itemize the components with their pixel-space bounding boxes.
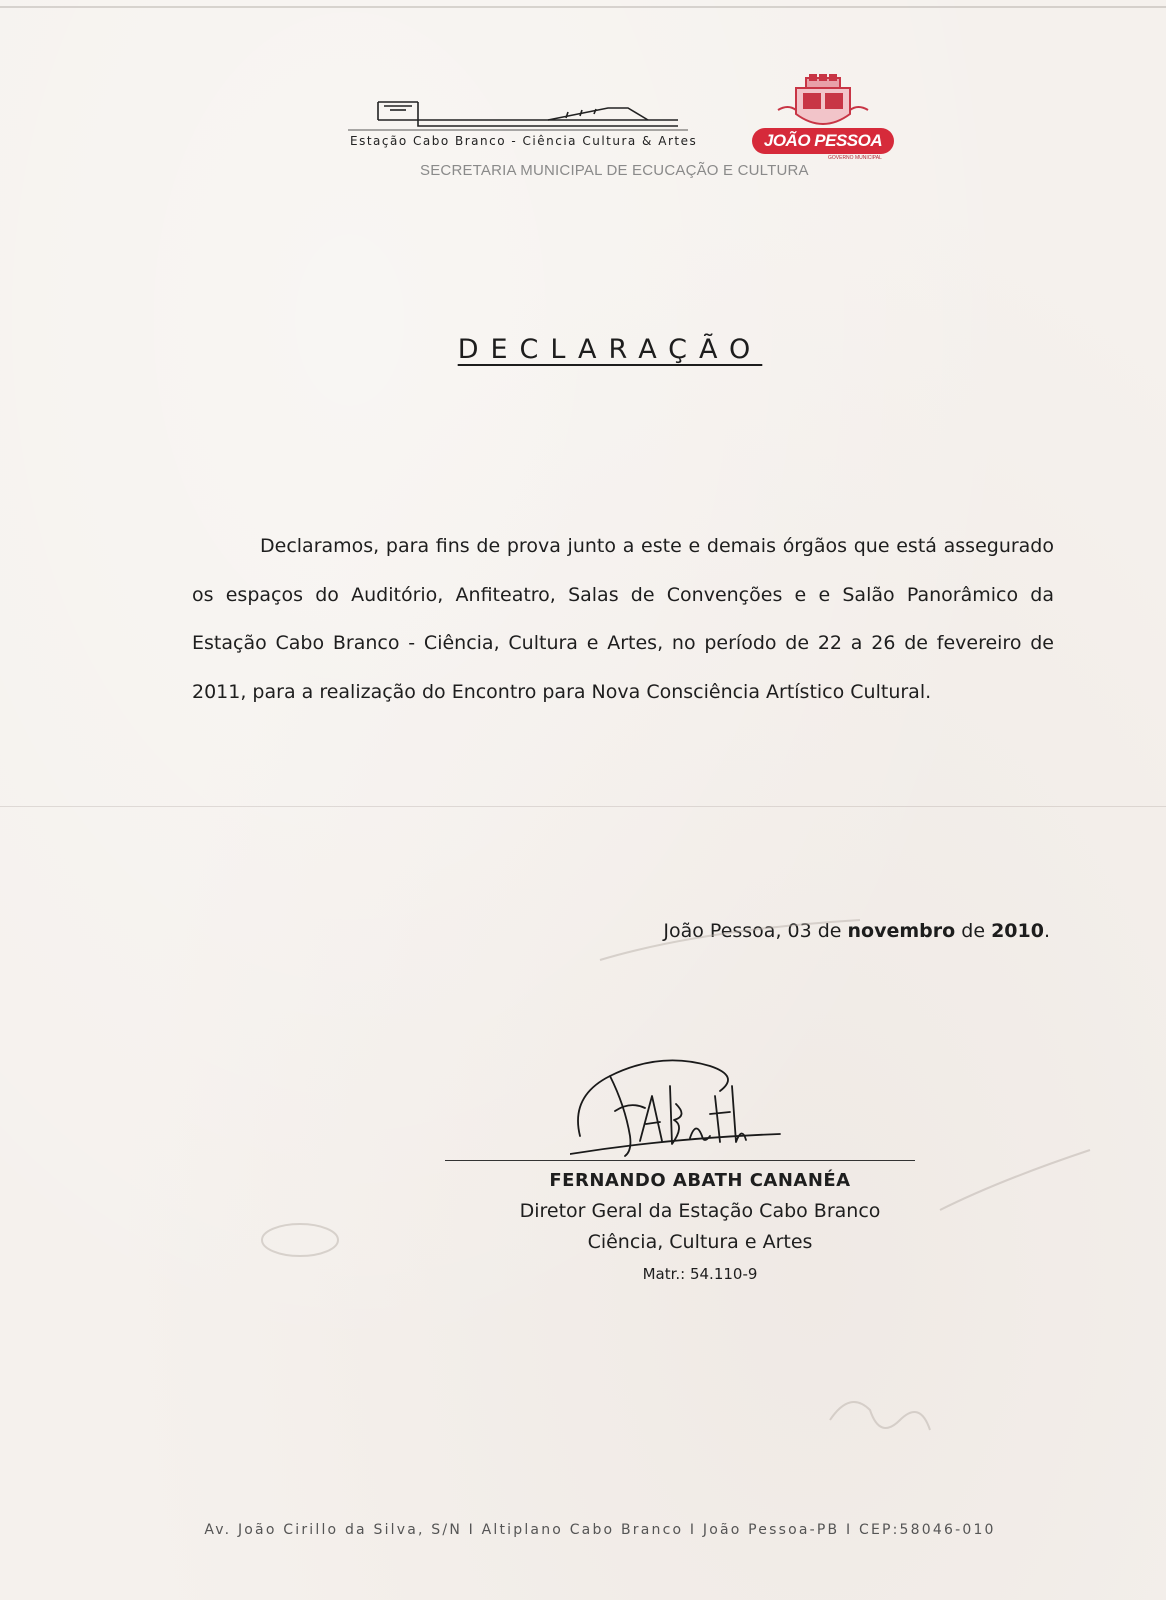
declaration-body: Declaramos, para fins de prova junto a este e demais órgãos que está assegurado os espaços do Auditório, Anfiteatro, Salas de Convenções e e Salão Panorâmico da Estação Cabo Branco - Ciência, Cultura e Artes, no período de 22 a 26 de fevereiro de 2011, para a realização do Encontro para Nova Consciência Artístico Cultural. [192,535,1054,703]
handwritten-signature [570,1056,800,1166]
signer-role-line2: Ciência, Cultura e Artes [587,1231,813,1253]
date-middle: de [955,920,992,942]
date-month: novembro [847,920,956,942]
date-year: 2010 [991,920,1044,942]
top-edge-line [0,6,1166,8]
paper-fold-line [0,806,1166,807]
secretaria-heading: SECRETARIA MUNICIPAL DE ECUCAÇÃO E CULTURA [420,162,809,179]
signer-name: FERNANDO ABATH CANANÉA [549,1170,851,1191]
footer-address: Av. João Cirillo da Silva, S/N I Altiplano Cabo Branco I João Pessoa-PB I CEP:58046-010 [204,1522,996,1538]
date-line [560,920,1050,942]
city-logo-subtitle: GOVERNO MUNICIPAL [828,155,882,161]
document-title: DECLARAÇÃO [457,334,763,365]
signer-block [440,1166,960,1288]
date-prefix: João Pessoa, 03 de [663,920,848,942]
signature-line [445,1160,915,1161]
signer-role-line1: Diretor Geral da Estação Cabo Branco [519,1200,881,1222]
signer-matricula: Matr.: 54.110-9 [642,1265,758,1283]
station-caption: Estação Cabo Branco - Ciência Cultura & Artes [350,134,698,148]
date-suffix: . [1043,920,1050,942]
city-logo-banner: JOÃO PESSOA [752,128,894,154]
